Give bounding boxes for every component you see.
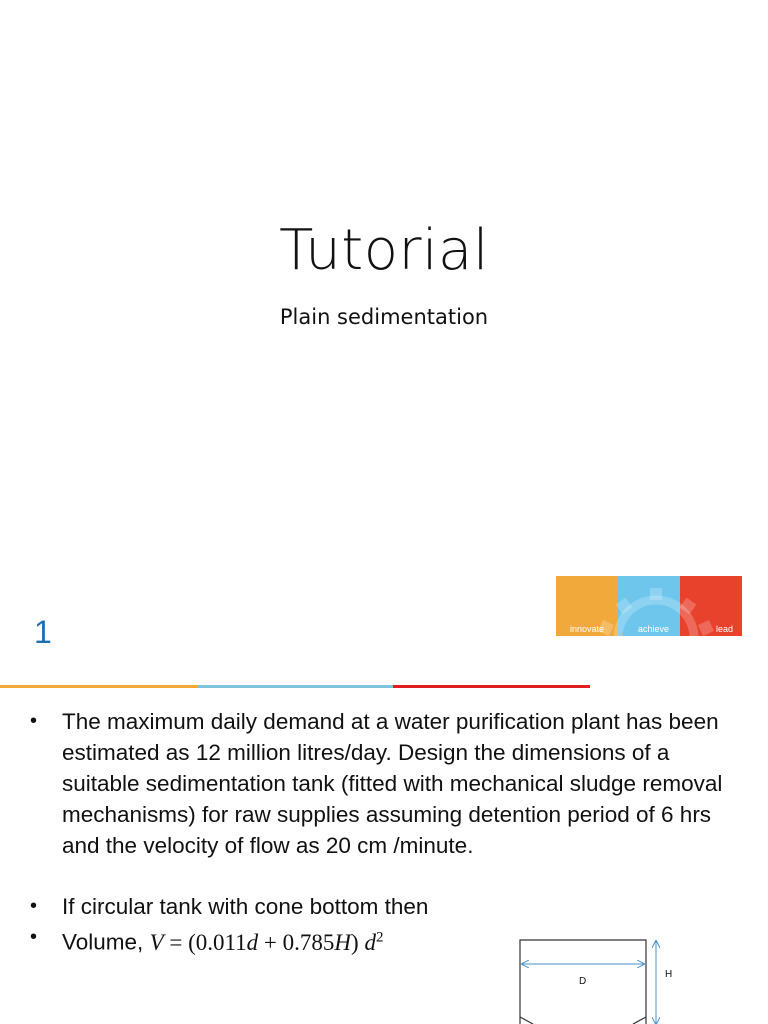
institution-logo	[556, 576, 742, 636]
tank-diagram	[515, 935, 690, 1024]
bullet-marker: •	[30, 926, 38, 948]
bullet-marker: •	[30, 895, 38, 917]
divider-red	[393, 685, 590, 688]
slide-subtitle: Plain sedimentation	[279, 305, 489, 329]
height-label: H	[665, 969, 673, 980]
cone-bottom	[520, 1017, 646, 1024]
slide-number: 1	[34, 614, 52, 650]
bullet-list	[30, 706, 730, 958]
diameter-label: D	[579, 976, 587, 987]
logo-word-innovate: innovate	[570, 624, 605, 634]
volume-label: Volume,	[62, 929, 150, 955]
volume-formula: V = (0.011d + 0.785H) $d^2$	[149, 929, 384, 955]
tricolor-divider	[0, 685, 590, 688]
bullet-circular-tank	[30, 891, 730, 922]
logo-word-lead: lead	[716, 624, 734, 634]
divider-orange	[0, 685, 198, 688]
bullet-text: If circular tank with cone bottom then	[62, 894, 429, 919]
bullet-marker: •	[30, 710, 38, 732]
bullet-problem-statement	[30, 706, 730, 861]
divider-blue	[198, 685, 393, 688]
slide-title: Tutorial	[279, 218, 489, 283]
bullet-text: The maximum daily demand at a water purification plant has been estimated as 12 million litres/day. Design the dimensions of a suitable sedimentation tank (fitted with mechanical sludge removal mechanisms) for raw supplies assuming detention period of 6 hrs and the velocity of flow as 20 cm /minute.	[62, 709, 723, 858]
logo-word-achieve: achieve	[638, 624, 670, 634]
gear-watermark-icon	[556, 576, 742, 636]
